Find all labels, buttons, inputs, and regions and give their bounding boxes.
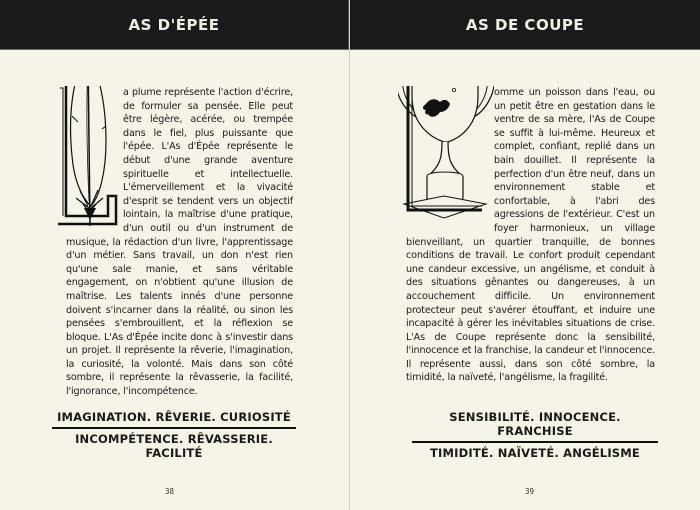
card-description bbox=[406, 86, 655, 385]
page-number: 38 bbox=[165, 487, 175, 496]
keywords-block bbox=[412, 410, 658, 460]
page-number: 39 bbox=[525, 487, 535, 496]
page-title: AS D'ÉPÉE bbox=[128, 15, 220, 34]
body-paragraph: omme un poisson dans l'eau, ou un petit être en gestation dans le ventre de sa mère, l'As de Coupe se suffit à lui-même. Heureux et complet, confiant, replié dans un bain douillet. Il représente la perfection d'un être neuf, dans un environnement stable et confortable, à l'abri des agressions de l'extérieur. C'est un foyer harmonieux, un village bienveillant, un quartier tranquille, de bonnes conditions de travail. Le confort produit cependant une candeur excessive, un angélisme, et conduit à des situations gênantes ou dangereuses, à un accouchement difficile. Un environnement protecteur peut s'avérer étouffant, et induire une incapacité à gérer les inévitables situations de crise. L'As de Coupe représente donc la sensibilité, l'innocence et la franchise, la candeur et l'innocence. Il représente aussi, dans son côté sombre, la timidité, la naïveté, l'angélisme, la fragilité. bbox=[406, 87, 655, 384]
keywords-positive: SENSIBILITÉ. INNOCENCE. FRANCHISE bbox=[449, 410, 621, 438]
keywords-negative: TIMIDITÉ. NAÏVETÉ. ANGÉLISME bbox=[430, 446, 640, 460]
body-paragraph: a plume représente l'action d'écrire, de formuler sa pensée. Elle peut être légère, acérée, ou trempée dans le fiel, plus puissante que l'épée. L'As d'Épée représente le début d'une grande aventure spirituelle et intellectuelle. L'émerveillement et la vivacité d'esprit se tendent vers un objectif lointain, la maîtrise d'une pratique, d'un outil ou d'un instrument de musique, la rédaction d'un livre, l'apprentissage d'un métier. Sans travail, un don n'est rien qu'une sale manie, et sans véritable engagement, on n'obtient qu'une illusion de maîtrise. Les talents innés d'une personne doivent s'incarner dans la réalité, ou sinon les pensées s'embrouillent, et la réflexion se bloque. L'As d'Épée incite donc à s'investir dans un projet. Il représente la rêverie, l'imagination, la curiosité, la volonté. Mais dans son côté sombre, il représente la rêvasserie, la facilité, l'ignorance, l'incompétence. bbox=[66, 87, 293, 398]
goblet-with-fish-icon bbox=[398, 86, 494, 236]
drop-cap-illustration bbox=[398, 86, 494, 224]
keywords-positive: IMAGINATION. RÊVERIE. CURIOSITÉ bbox=[57, 410, 291, 424]
page-title: AS DE COUPE bbox=[465, 15, 585, 34]
keywords-negative: INCOMPÉTENCE. RÊVASSERIE. FACILITÉ bbox=[75, 432, 273, 460]
